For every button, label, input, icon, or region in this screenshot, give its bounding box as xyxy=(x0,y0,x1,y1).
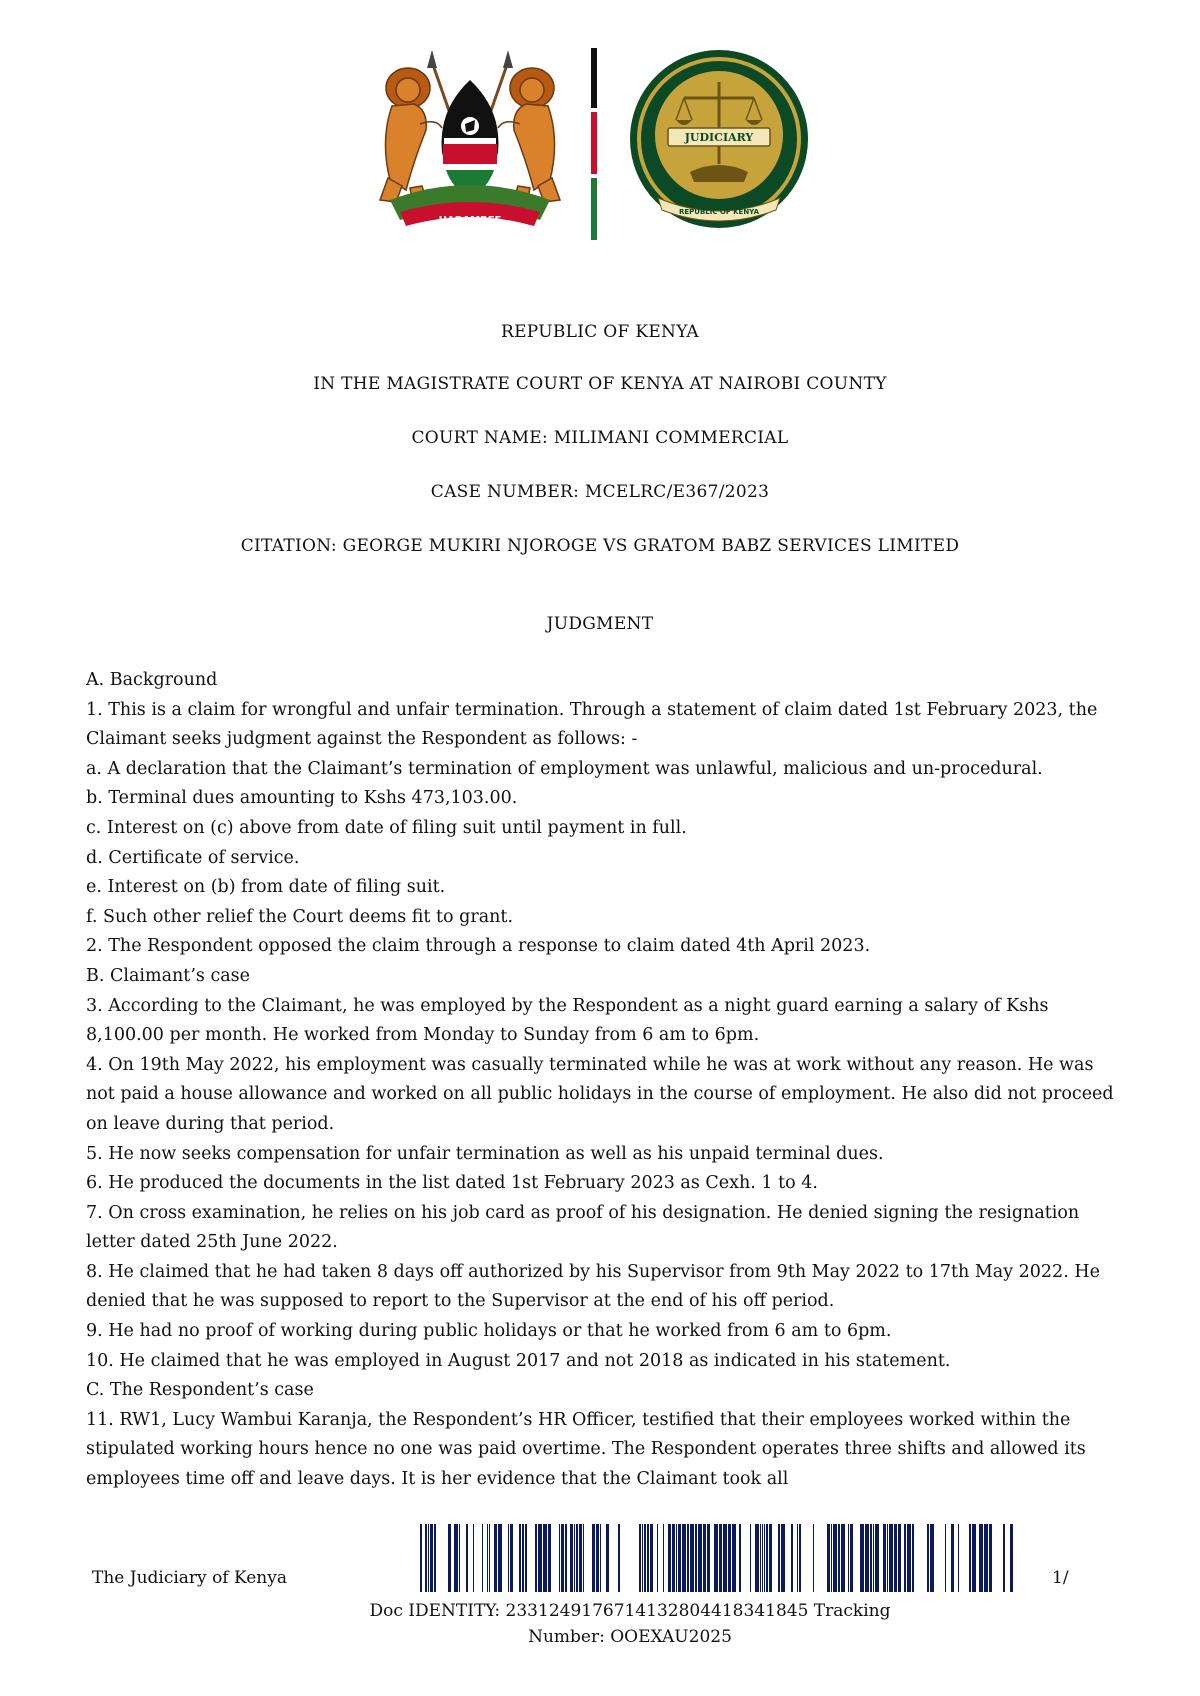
coat-of-arms-motto: HARAMBEE xyxy=(438,215,502,226)
barcode-bar xyxy=(657,1524,658,1592)
barcode-bar xyxy=(904,1524,906,1592)
barcode-bar xyxy=(519,1524,521,1592)
barcode-bar xyxy=(898,1524,901,1592)
barcode-bar xyxy=(951,1524,954,1592)
barcode-bar xyxy=(719,1524,722,1592)
header-logos xyxy=(0,40,1200,250)
barcode-bar xyxy=(870,1524,872,1592)
barcode-bar xyxy=(778,1524,780,1592)
barcode-bar xyxy=(606,1524,609,1592)
paragraph: 7. On cross examination, he relies on his job card as proof of his designation. He denied signing the resignation letter dated 25th June 2022. xyxy=(86,1202,1080,1253)
barcode-bar xyxy=(989,1524,992,1592)
page-number: 1/ xyxy=(1052,1568,1069,1588)
barcode-bar xyxy=(454,1524,458,1592)
seal-top-text: JUDICIARY xyxy=(684,131,754,144)
seal-bottom-text: REPUBLIC OF KENYA xyxy=(678,208,760,216)
barcode-bar xyxy=(945,1524,946,1592)
barcode-bar xyxy=(672,1524,675,1592)
paragraph: e. Interest on (b) from date of filing suit. xyxy=(86,877,446,898)
footer-judiciary-label: The Judiciary of Kenya xyxy=(92,1568,287,1588)
coat-of-arms-logo xyxy=(370,40,570,245)
barcode-bar xyxy=(762,1524,763,1592)
barcode-bar xyxy=(663,1524,664,1592)
judgment-title: JUDGMENT xyxy=(546,614,654,634)
barcode-bar xyxy=(1003,1524,1005,1592)
barcode-bar xyxy=(833,1524,837,1592)
paragraph: 5. He now seeks compensation for unfair termination as well as his unpaid terminal dues. xyxy=(86,1143,884,1164)
barcode-bar xyxy=(889,1524,893,1592)
paragraph: d. Certificate of service. xyxy=(86,847,300,868)
barcode-bar xyxy=(813,1524,814,1592)
kenya-flag-divider xyxy=(588,48,600,240)
barcode-image xyxy=(420,1524,1020,1592)
barcode-bar xyxy=(883,1524,886,1592)
barcode-bar xyxy=(678,1524,681,1592)
barcode-bar xyxy=(482,1524,483,1592)
barcode-bar xyxy=(576,1524,578,1592)
barcode-bar xyxy=(791,1524,793,1592)
barcode-bar xyxy=(498,1524,502,1592)
barcode-bar xyxy=(473,1524,474,1592)
barcode-bar xyxy=(522,1524,524,1592)
doc-identity xyxy=(330,1598,930,1650)
barcode-bar xyxy=(618,1524,620,1592)
barcode-bar xyxy=(860,1524,864,1592)
barcode-bar xyxy=(838,1524,840,1592)
barcode-bar xyxy=(979,1524,983,1592)
barcode-bar xyxy=(739,1524,741,1592)
barcode-bar xyxy=(764,1524,765,1592)
barcode-bar xyxy=(434,1524,436,1592)
paragraph: C. The Respondent’s case xyxy=(86,1380,314,1401)
barcode-bar xyxy=(875,1524,879,1592)
barcode-bar xyxy=(912,1524,914,1592)
barcode-bar xyxy=(927,1524,929,1592)
barcode-bar xyxy=(831,1524,832,1592)
barcode-bar xyxy=(510,1524,513,1592)
barcode-bar xyxy=(797,1524,798,1592)
barcode-bar xyxy=(707,1524,710,1592)
paragraph: f. Such other relief the Court deems fit to grant. xyxy=(86,906,514,927)
barcode-bar xyxy=(570,1524,573,1592)
barcode-bar xyxy=(1010,1524,1013,1592)
barcode-bar xyxy=(714,1524,718,1592)
barcode-bar xyxy=(592,1524,595,1592)
paragraph: 4. On 19th May 2022, his employment was casually terminated while he was at work without any reason. He was not paid a house allowance and worked on all public holidays in the course of employment. He also did not proceed on leave during that period. xyxy=(86,1054,1114,1134)
barcode-bar xyxy=(574,1524,575,1592)
barcode-bar xyxy=(596,1524,599,1592)
barcode-bar xyxy=(865,1524,869,1592)
barcode-bar xyxy=(887,1524,888,1592)
paragraph: A. Background xyxy=(86,670,218,690)
barcode-bar xyxy=(698,1524,702,1592)
barcode-bar xyxy=(535,1524,537,1592)
barcode-bar xyxy=(728,1524,731,1592)
barcode-bar xyxy=(723,1524,727,1592)
barcode-bar xyxy=(799,1524,801,1592)
barcode-bar xyxy=(690,1524,694,1592)
paragraph: 3. According to the Claimant, he was employed by the Respondent as a night guard earning a salary of Kshs 8,100.00 per month. He worked from Monday to Sunday from 6 am to 6pm. xyxy=(86,995,1049,1046)
barcode-bar xyxy=(583,1524,584,1592)
barcode-bar xyxy=(984,1524,988,1592)
court-heading: IN THE MAGISTRATE COURT OF KENYA AT NAIROBI COUNTY xyxy=(313,374,887,394)
paragraph: 9. He had no proof of working during public holidays or that he worked from 6 am to 6pm. xyxy=(86,1321,892,1342)
barcode-bar xyxy=(508,1524,509,1592)
barcode-bar xyxy=(487,1524,488,1592)
paragraph: c. Interest on (c) above from date of filing suit until payment in full. xyxy=(86,817,687,838)
paragraph: 10. He claimed that he was employed in August 2017 and not 2018 as indicated in his statement. xyxy=(86,1350,951,1371)
barcode-bar xyxy=(769,1524,772,1592)
paragraph: 6. He produced the documents in the list dated 1st February 2023 as Cexh. 1 to 4. xyxy=(86,1173,818,1194)
barcode-bar xyxy=(827,1524,830,1592)
paragraph: 1. This is a claim for wrongful and unfair termination. Through a statement of claim dated 1st February 2023, the Claimant seeks judgment against the Respondent as follows: - xyxy=(86,699,1098,750)
barcode-bar xyxy=(873,1524,874,1592)
barcode-bar xyxy=(430,1524,433,1592)
barcode-bar xyxy=(781,1524,785,1592)
barcode-bar xyxy=(676,1524,677,1592)
barcode-bar xyxy=(428,1524,429,1592)
barcode-bar xyxy=(448,1524,451,1592)
paragraph: 11. RW1, Lucy Wambui Karanja, the Respondent’s HR Officer, testified that their employees worked within the stipulated working hours hence no one was paid overtime. The Respondent operates three shifts and allowed its employees time off and leave days. It is her evidence that the Claimant took all xyxy=(86,1409,1086,1490)
barcode-bar xyxy=(755,1524,759,1592)
barcode-bar xyxy=(894,1524,897,1592)
barcode-bar xyxy=(766,1524,768,1592)
barcode-bar xyxy=(907,1524,911,1592)
barcode-bar xyxy=(559,1524,560,1592)
barcode-bar xyxy=(538,1524,542,1592)
barcode-bar xyxy=(850,1524,853,1592)
barcode-bar xyxy=(841,1524,845,1592)
barcode-bar xyxy=(565,1524,567,1592)
barcode-bar xyxy=(642,1524,643,1592)
barcode-bar xyxy=(459,1524,460,1592)
barcode-bar xyxy=(543,1524,547,1592)
barcode-bar xyxy=(639,1524,641,1592)
barcode-bar xyxy=(972,1524,976,1592)
barcode-bar xyxy=(668,1524,671,1592)
case-number: CASE NUMBER: MCELRC/E367/2023 xyxy=(430,482,770,502)
barcode-bar xyxy=(930,1524,934,1592)
barcode-bar xyxy=(548,1524,551,1592)
barcode-bar xyxy=(750,1524,751,1592)
barcode-bar xyxy=(647,1524,649,1592)
barcode-bar xyxy=(703,1524,706,1592)
paragraph: b. Terminal dues amounting to Kshs 473,103.00. xyxy=(86,788,518,809)
barcode-bar xyxy=(561,1524,564,1592)
judgment-body xyxy=(86,666,1116,1495)
tracking-number: Number: OOEXAU2025 xyxy=(528,1627,732,1647)
doc-identity-line: Doc IDENTITY: 23312491767141328044183418​45 Tracking xyxy=(369,1601,891,1621)
barcode-bar xyxy=(848,1524,849,1592)
paragraph: 2. The Respondent opposed the claim through a response to claim dated 4th April 2023. xyxy=(86,936,871,957)
barcode-bar xyxy=(420,1524,422,1592)
barcode-bar xyxy=(687,1524,689,1592)
court-name: COURT NAME: MILIMANI COMMERCIAL xyxy=(411,428,789,448)
paragraph: 8. He claimed that he had taken 8 days off authorized by his Supervisor from 9th May 2022 to 17th May 2022. He denied that he was supposed to report to the Supervisor at the end of his off period. xyxy=(86,1261,1100,1312)
barcode-bar xyxy=(579,1524,582,1592)
barcode-bar xyxy=(650,1524,653,1592)
barcode-bar xyxy=(489,1524,490,1592)
barcode-bar xyxy=(425,1524,427,1592)
judiciary-seal-logo xyxy=(628,48,810,230)
barcode-bar xyxy=(600,1524,601,1592)
paragraph: B. Claimant’s case xyxy=(86,965,251,986)
paragraph: a. A declaration that the Claimant’s termination of employment was unlawful, malicious and un-procedural. xyxy=(86,758,1043,779)
barcode-bar xyxy=(682,1524,686,1592)
barcode-bar xyxy=(732,1524,736,1592)
barcode-bar xyxy=(969,1524,971,1592)
barcode-bar xyxy=(958,1524,959,1592)
barcode-bar xyxy=(760,1524,761,1592)
barcode-bar xyxy=(494,1524,497,1592)
republic-heading: REPUBLIC OF KENYA xyxy=(501,322,699,342)
barcode-bar xyxy=(525,1524,527,1592)
citation: CITATION: GEORGE MUKIRI NJOROGE VS GRATOM BABZ SERVICES LIMITED xyxy=(240,536,960,556)
barcode-bar xyxy=(695,1524,697,1592)
barcode-bar xyxy=(644,1524,646,1592)
barcode-bar xyxy=(466,1524,468,1592)
